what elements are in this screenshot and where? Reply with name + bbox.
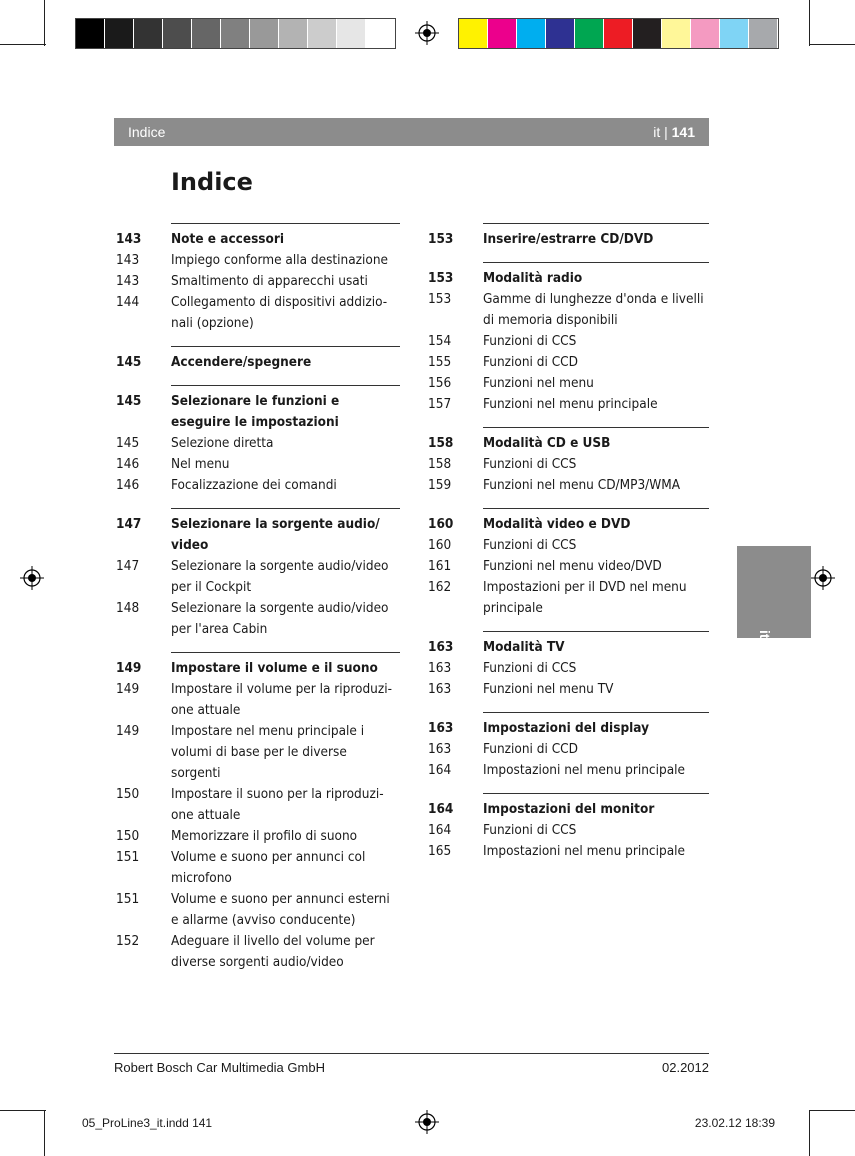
language-side-tab: [737, 546, 811, 638]
index-page-number: 149: [116, 681, 140, 697]
index-entry: [116, 679, 400, 721]
index-page-number: 153: [428, 270, 454, 286]
color-swatch: [250, 19, 279, 48]
index-entry: [116, 250, 400, 271]
index-entry-text: Nel menu: [171, 456, 230, 472]
index-entry-text: Funzioni di CCS: [483, 456, 577, 472]
index-page-number: 161: [428, 558, 452, 574]
index-heading: [428, 263, 709, 289]
index-page-number: 164: [428, 822, 452, 838]
index-entry: [116, 475, 400, 496]
index-page-number: 164: [428, 762, 452, 778]
index-page-number: 159: [428, 477, 452, 493]
crop-mark: [809, 1110, 810, 1156]
index-entry-text: Impostazioni nel menu principale: [483, 762, 685, 778]
index-entry: [116, 292, 400, 334]
index-entry: [428, 658, 709, 679]
index-page-number: 160: [428, 537, 452, 553]
index-section: [428, 793, 709, 862]
index-heading: [428, 794, 709, 820]
page-title: Indice: [171, 168, 253, 196]
index-section: [428, 223, 709, 250]
index-entry: [116, 598, 400, 640]
index-entry-text: Funzioni di CCS: [483, 333, 577, 349]
index-entry: [116, 454, 400, 475]
index-entry-text: Impostazioni del display: [483, 720, 650, 736]
index-page-number: 151: [116, 891, 140, 907]
index-page-number: 148: [116, 600, 140, 616]
index-section: [116, 385, 400, 496]
index-entry-text: Gamme di lunghezze d'onda e livelli di memoria disponibili: [483, 291, 704, 328]
index-page-number: 164: [428, 801, 454, 817]
index-page-number: 163: [428, 681, 452, 697]
index-entry: [428, 577, 709, 619]
color-swatch: [575, 19, 604, 48]
color-swatch: [192, 19, 221, 48]
index-page-number: 143: [116, 231, 142, 247]
index-entry-text: Collegamento di dispositivi addizio-nali (opzione): [171, 294, 388, 331]
index-entry-text: Impostazioni del monitor: [483, 801, 655, 817]
index-heading: [116, 347, 400, 373]
crop-mark: [44, 1110, 45, 1156]
color-swatch: [279, 19, 308, 48]
crop-mark: [809, 44, 855, 45]
index-entry-text: Funzioni nel menu TV: [483, 681, 614, 697]
index-section: [428, 508, 709, 619]
index-entry: [116, 556, 400, 598]
index-entry-text: Funzioni di CCS: [483, 822, 577, 838]
crop-mark: [0, 44, 46, 45]
index-entry: [428, 739, 709, 760]
index-page-number: 165: [428, 843, 452, 859]
color-swatch: [105, 19, 134, 48]
index-entry-text: Volume e suono per annunci esterni e allarme (avviso conducente): [171, 891, 390, 928]
crop-mark: [44, 0, 45, 46]
footer-divider: [114, 1053, 709, 1054]
index-entry-text: Smaltimento di apparecchi usati: [171, 273, 368, 289]
header-language: it: [653, 124, 661, 140]
index-page-number: 150: [116, 786, 140, 802]
index-entry-text: Modalità video e DVD: [483, 516, 631, 532]
color-swatch: [134, 19, 163, 48]
index-page-number: 163: [428, 720, 454, 736]
index-entry: [428, 331, 709, 352]
color-swatch: [691, 19, 720, 48]
index-entry-text: Selezionare le funzioni e eseguire le impostazioni: [171, 393, 340, 430]
index-entry-text: Selezione diretta: [171, 435, 274, 451]
index-entry: [428, 373, 709, 394]
index-section: [116, 508, 400, 640]
color-swatch: [337, 19, 366, 48]
index-section: [428, 427, 709, 496]
color-swatch: [720, 19, 749, 48]
index-entry: [116, 784, 400, 826]
index-page-number: 143: [116, 252, 140, 268]
index-entry: [428, 535, 709, 556]
color-swatch: [221, 19, 250, 48]
index-page-number: 152: [116, 933, 140, 949]
index-page-number: 154: [428, 333, 452, 349]
index-page-number: 145: [116, 393, 142, 409]
color-swatch: [633, 19, 662, 48]
index-entry: [428, 475, 709, 496]
index-entry: [116, 721, 400, 784]
index-entry-text: Impiego conforme alla destinazione: [171, 252, 389, 268]
index-entry-text: Inserire/estrarre CD/DVD: [483, 231, 654, 247]
index-section: [428, 631, 709, 700]
index-column-left: [116, 223, 400, 973]
index-page-number: 145: [116, 354, 142, 370]
color-swatch: [546, 19, 575, 48]
index-section: [116, 346, 400, 373]
index-page-number: 149: [116, 723, 140, 739]
index-heading: [428, 428, 709, 454]
registration-mark-icon: [415, 1110, 439, 1134]
index-entry: [428, 760, 709, 781]
index-entry-text: Impostare il volume e il suono: [171, 660, 378, 676]
header-section-title: Indice: [128, 124, 166, 140]
index-entry: [116, 433, 400, 454]
index-page-number: 153: [428, 291, 452, 307]
index-page-number: 160: [428, 516, 454, 532]
index-entry-text: Note e accessori: [171, 231, 285, 247]
index-page-number: 155: [428, 354, 452, 370]
header-page-number: it | 141: [653, 124, 695, 140]
footer-date: 02.2012: [662, 1060, 709, 1075]
index-entry: [428, 820, 709, 841]
index-column-right: [428, 223, 709, 862]
color-swatch: [308, 19, 337, 48]
index-entry-text: Selezionare la sorgente audio/video per il Cockpit: [171, 558, 389, 595]
index-page-number: 143: [116, 273, 140, 289]
index-entry-text: Impostare il volume per la riproduzi-one attuale: [171, 681, 393, 718]
color-swatch: [488, 19, 517, 48]
color-swatch: [517, 19, 546, 48]
index-entry: [428, 841, 709, 862]
index-entry-text: Funzioni nel menu video/DVD: [483, 558, 662, 574]
index-page-number: 156: [428, 375, 452, 391]
index-entry-text: Modalità radio: [483, 270, 583, 286]
index-entry-text: Impostare nel menu principale i volumi di base per le diverse sorgenti: [171, 723, 365, 781]
index-entry-text: Funzioni di CCD: [483, 354, 579, 370]
index-entry-text: Funzioni nel menu principale: [483, 396, 658, 412]
index-page-number: 151: [116, 849, 140, 865]
index-heading: [428, 509, 709, 535]
index-entry-text: Funzioni di CCS: [483, 537, 577, 553]
index-entry: [428, 679, 709, 700]
index-entry-text: Impostazioni nel menu principale: [483, 843, 685, 859]
index-page-number: 163: [428, 639, 454, 655]
side-tab-label: it: [757, 630, 773, 639]
index-entry: [116, 847, 400, 889]
index-entry: [428, 454, 709, 475]
index-page-number: 147: [116, 516, 142, 532]
color-swatch: [749, 19, 778, 48]
slug-timestamp: 23.02.12 18:39: [694, 1116, 775, 1130]
index-entry-text: Funzioni nel menu CD/MP3/WMA: [483, 477, 681, 493]
index-entry-text: Impostare il suono per la riproduzi-one attuale: [171, 786, 384, 823]
index-entry-text: Focalizzazione dei comandi: [171, 477, 337, 493]
index-section: [116, 223, 400, 334]
index-entry-text: Impostazioni per il DVD nel menu principale: [483, 579, 687, 616]
index-heading: [428, 224, 709, 250]
registration-mark-icon: [415, 21, 439, 45]
index-page-number: 146: [116, 477, 140, 493]
index-entry-text: Memorizzare il profilo di suono: [171, 828, 358, 844]
color-swatch: [459, 19, 488, 48]
index-entry-text: Selezionare la sorgente audio/video per l'area Cabin: [171, 600, 389, 637]
index-page-number: 157: [428, 396, 452, 412]
index-page-number: 162: [428, 579, 452, 595]
index-entry-text: Accendere/spegnere: [171, 354, 312, 370]
index-page-number: 163: [428, 741, 452, 757]
index-section: [428, 712, 709, 781]
index-entry-text: Funzioni nel menu: [483, 375, 594, 391]
index-entry-text: Adeguare il livello del volume per diverse sorgenti audio/video: [171, 933, 375, 970]
registration-mark-icon: [20, 566, 44, 590]
index-entry-text: Modalità CD e USB: [483, 435, 611, 451]
index-page-number: 150: [116, 828, 140, 844]
index-heading: [428, 713, 709, 739]
color-bar-grayscale: [75, 18, 396, 49]
index-page-number: 146: [116, 456, 140, 472]
index-page-number: 147: [116, 558, 140, 574]
registration-mark-icon: [811, 566, 835, 590]
color-swatch: [366, 19, 395, 48]
color-swatch: [662, 19, 691, 48]
index-heading: [428, 632, 709, 658]
header-page: 141: [671, 124, 695, 140]
index-heading: [116, 509, 400, 556]
index-entry: [428, 352, 709, 373]
color-bar-process: [458, 18, 779, 49]
index-entry: [116, 889, 400, 931]
index-page-number: 163: [428, 660, 452, 676]
page-header: [114, 118, 709, 146]
index-section: [116, 652, 400, 973]
index-heading: [116, 386, 400, 433]
index-entry: [428, 289, 709, 331]
index-page-number: 158: [428, 435, 454, 451]
crop-mark: [809, 1110, 855, 1111]
color-swatch: [76, 19, 105, 48]
index-section: [428, 262, 709, 415]
index-page-number: 145: [116, 435, 140, 451]
index-entry-text: Funzioni di CCS: [483, 660, 577, 676]
index-entry-text: Funzioni di CCD: [483, 741, 579, 757]
index-entry: [116, 826, 400, 847]
color-swatch: [604, 19, 633, 48]
footer-company: Robert Bosch Car Multimedia GmbH: [114, 1060, 325, 1075]
index-heading: [116, 653, 400, 679]
color-swatch: [163, 19, 192, 48]
crop-mark: [809, 0, 810, 46]
slug-filename: 05_ProLine3_it.indd 141: [82, 1116, 213, 1130]
index-entry: [428, 556, 709, 577]
index-page-number: 153: [428, 231, 454, 247]
index-heading: [116, 224, 400, 250]
index-entry-text: Volume e suono per annunci col microfono: [171, 849, 366, 886]
index-entry-text: Modalità TV: [483, 639, 565, 655]
index-page-number: 149: [116, 660, 142, 676]
index-entry: [116, 931, 400, 973]
index-entry-text: Selezionare la sorgente audio/ video: [171, 516, 380, 553]
index-page-number: 144: [116, 294, 140, 310]
index-entry: [116, 271, 400, 292]
index-entry: [428, 394, 709, 415]
index-page-number: 158: [428, 456, 452, 472]
crop-mark: [0, 1110, 46, 1111]
